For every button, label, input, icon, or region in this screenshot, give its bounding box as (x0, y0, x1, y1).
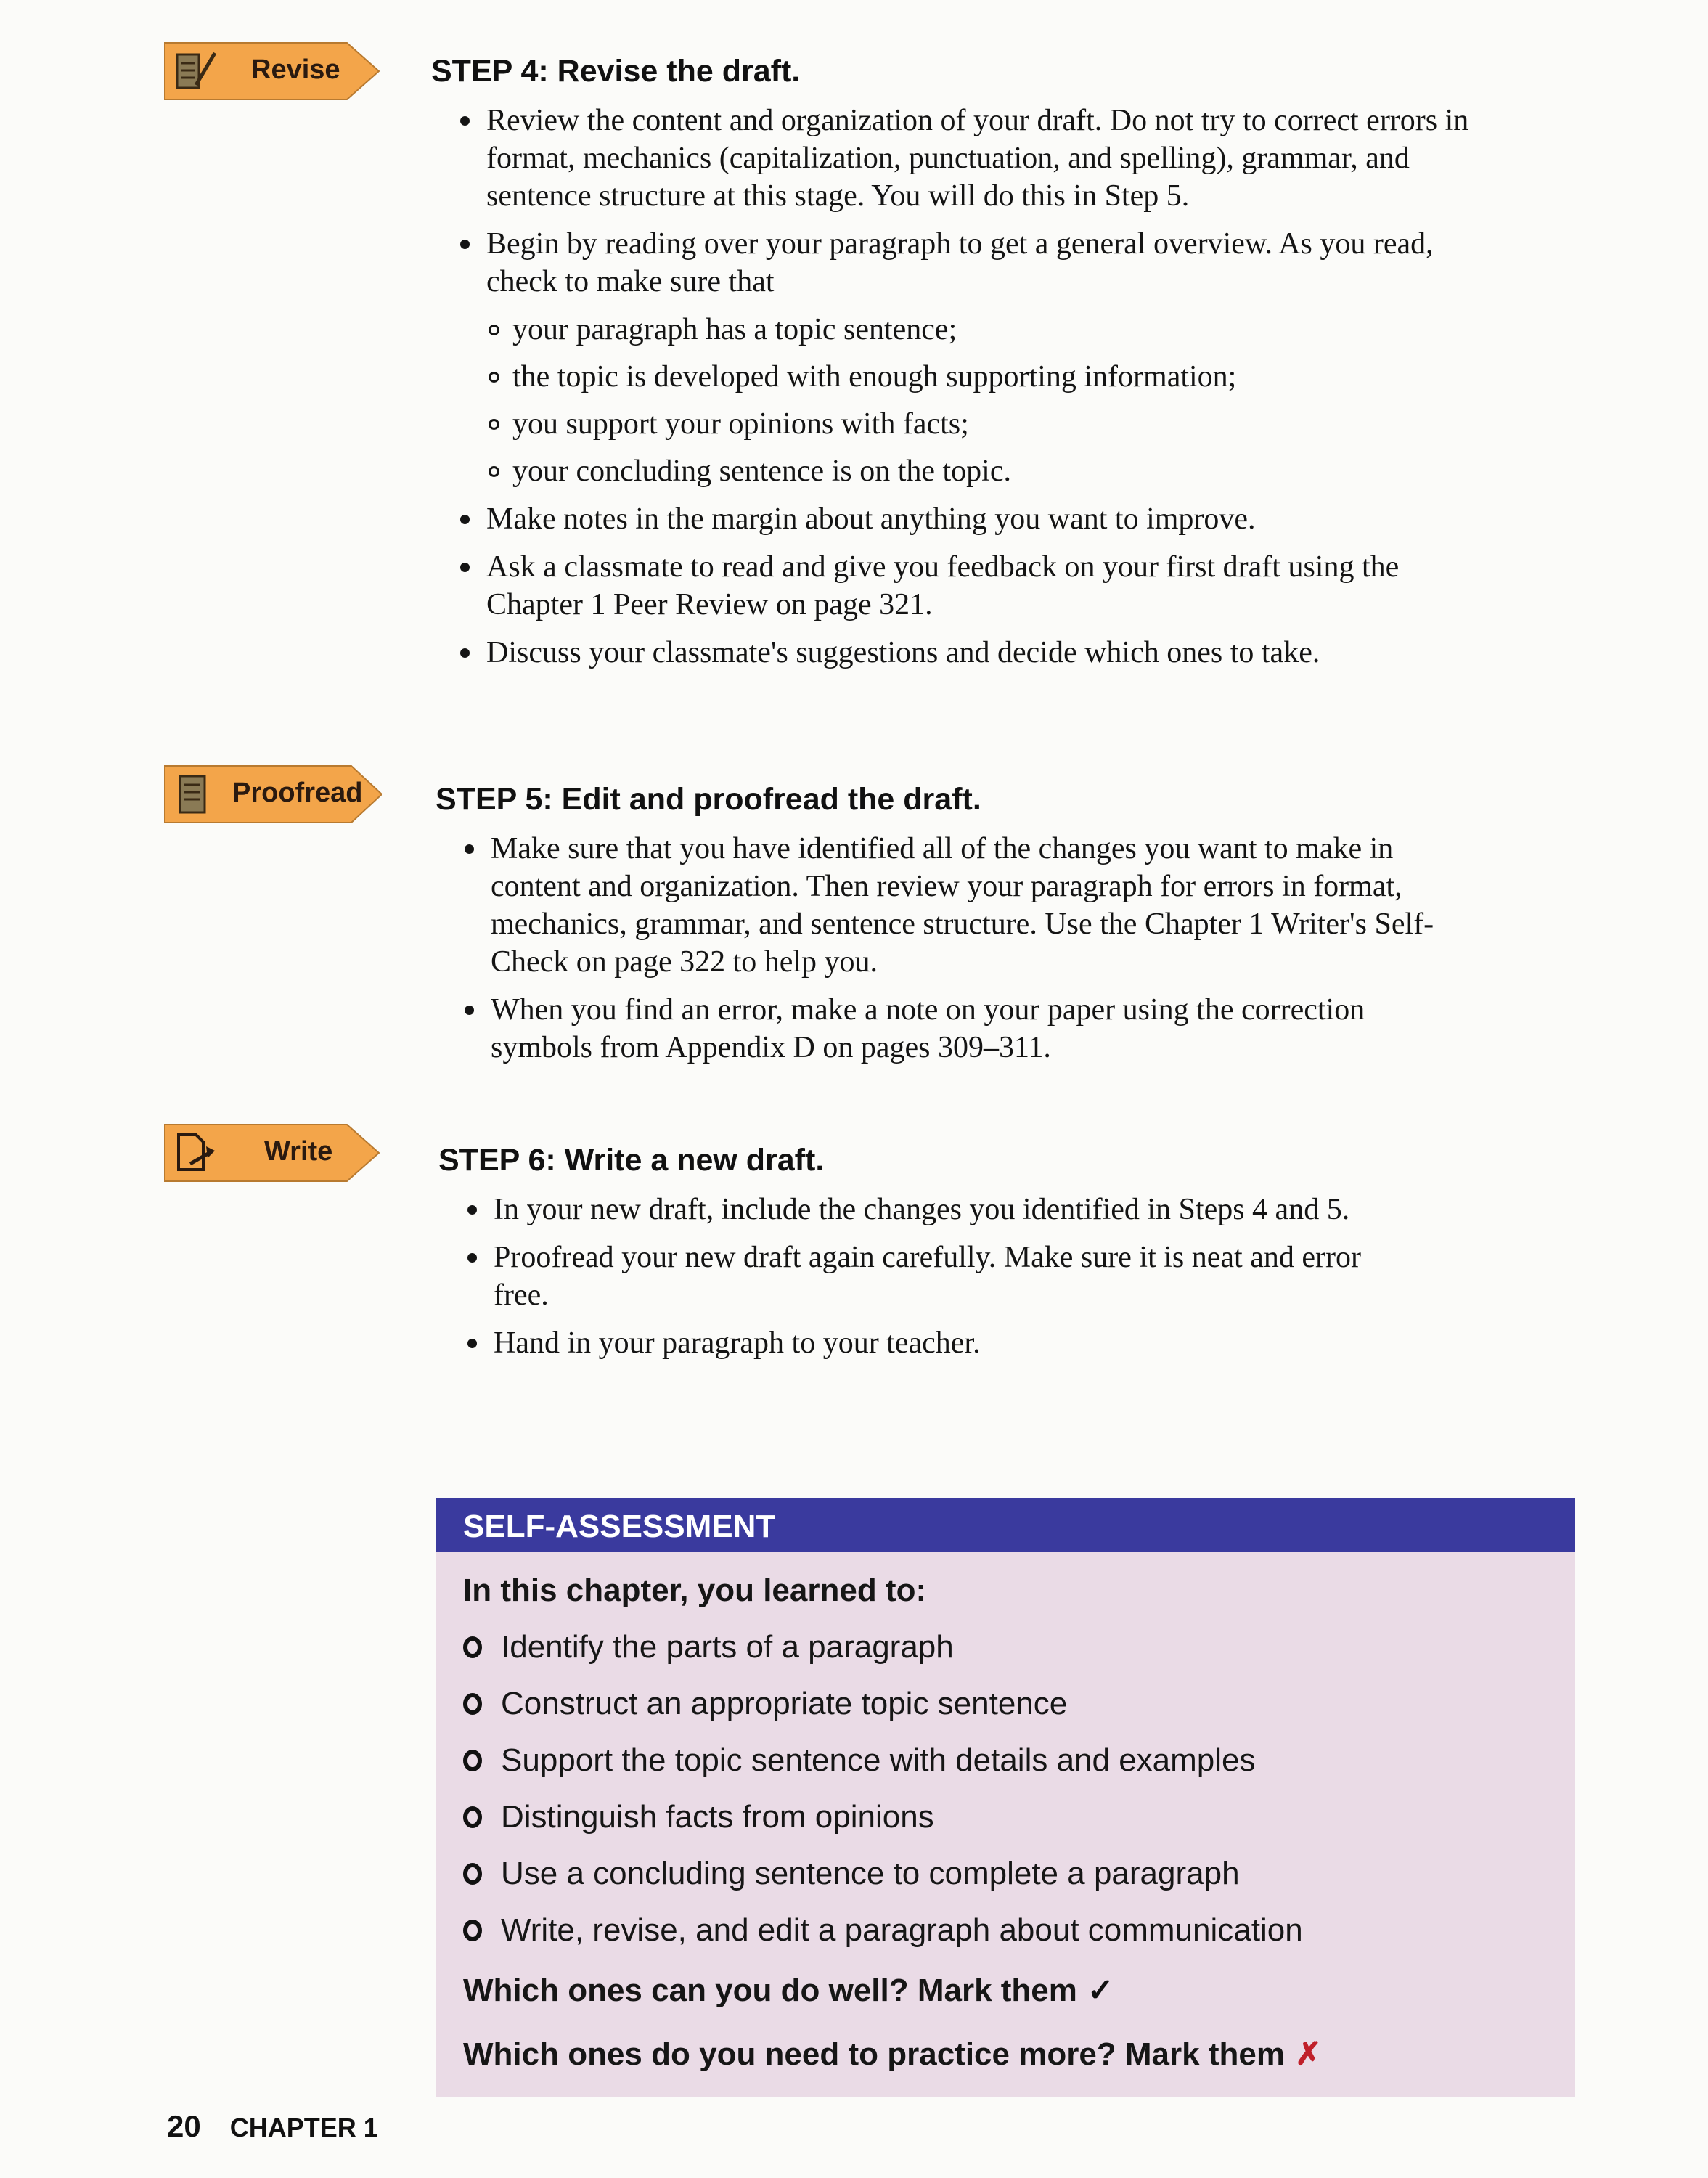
self-assessment-box (436, 1498, 1575, 2097)
sub-list-item: your concluding sentence is on the topic. (512, 452, 1495, 490)
document-arrow-icon (174, 1130, 216, 1174)
proofread-tag (164, 764, 382, 823)
notepad-pencil-icon (174, 49, 216, 92)
checklist-item-label: Distinguish facts from opinions (501, 1799, 934, 1835)
circle-checkbox-icon[interactable] (463, 1750, 482, 1771)
list-item: Make sure that you have identified all of the changes you want to make in content and organization. Then review your paragraph for errors in format, mechanics, grammar, and sentence structure. Use the Chapter 1 Writer's Self-Check on page 322 to help you. (491, 830, 1463, 981)
list-item: When you find an error, make a note on your paper using the correction symbols from Appendix D on pages 309–311. (491, 991, 1463, 1066)
list-item: Review the content and organization of your draft. Do not try to correct errors in format, mechanics (capitalization, punctuation, and spelling), grammar, and sentence structure at this stage. You will do this in Step 5. (486, 102, 1495, 215)
write-tag (164, 1123, 382, 1181)
list-item-text: Begin by reading over your paragraph to get a general overview. As you read, check to make sure that (486, 227, 1434, 298)
checklist-item-label: Use a concluding sentence to complete a paragraph (501, 1856, 1240, 1891)
list-item: Proofread your new draft again carefully. Make sure it is neat and error free. (494, 1239, 1408, 1314)
x-mark-icon: ✗ (1294, 2036, 1322, 2072)
question-well-text: Which ones can you do well? Mark them (463, 1973, 1077, 2008)
step-4-title: STEP 4: Revise the draft. (431, 54, 801, 89)
sub-list-item: you support your opinions with facts; (512, 405, 1495, 443)
notepad-icon (174, 772, 216, 815)
sub-list-item: the topic is developed with enough supporting information; (512, 358, 1495, 396)
step-6-title: STEP 6: Write a new draft. (438, 1143, 825, 1178)
list-item: Discuss your classmate's suggestions and decide which ones to take. (486, 634, 1495, 672)
revise-tag (164, 41, 382, 99)
checklist-item-label: Construct an appropriate topic sentence (501, 1686, 1068, 1721)
self-assessment-title: SELF-ASSESSMENT (436, 1498, 1575, 1552)
step-5-title: STEP 5: Edit and proofread the draft. (436, 782, 981, 817)
checklist-item-label: Identify the parts of a paragraph (501, 1629, 954, 1665)
checklist-item-label: Write, revise, and edit a paragraph about communication (501, 1912, 1303, 1948)
list-item: Ask a classmate to read and give you feedback on your first draft using the Chapter 1 Peer Review on page 321. (486, 548, 1495, 624)
list-item: Make notes in the margin about anything you want to improve. (486, 500, 1495, 538)
checklist-item[interactable] (463, 1676, 1575, 1732)
checklist-item-label: Support the topic sentence with details and examples (501, 1742, 1256, 1778)
check-mark-icon: ✓ (1087, 1973, 1114, 2008)
step-5-section (436, 779, 1524, 1077)
list-item (486, 225, 1495, 490)
circle-checkbox-icon[interactable] (463, 1863, 482, 1885)
proofread-label: Proofread (232, 778, 363, 808)
question-well (463, 1959, 1575, 2023)
page-number: 20 (167, 2109, 201, 2143)
step-4-section (431, 51, 1520, 682)
circle-checkbox-icon[interactable] (463, 1636, 482, 1658)
list-item: Hand in your paragraph to your teacher. (494, 1324, 1408, 1362)
page-footer (167, 2109, 378, 2144)
circle-checkbox-icon[interactable] (463, 1693, 482, 1715)
circle-checkbox-icon[interactable] (463, 1806, 482, 1828)
list-item: In your new draft, include the changes you identified in Steps 4 and 5. (494, 1191, 1408, 1228)
checklist-item[interactable] (463, 1902, 1575, 1959)
checklist-item[interactable] (463, 1619, 1575, 1676)
step-6-section (438, 1140, 1527, 1372)
question-practice (463, 2023, 1575, 2087)
question-practice-text: Which ones do you need to practice more? Mark them (463, 2036, 1285, 2072)
checklist-item[interactable] (463, 1789, 1575, 1845)
checklist-item[interactable] (463, 1732, 1575, 1789)
self-assessment-intro: In this chapter, you learned to: (463, 1573, 927, 1608)
revise-label: Revise (251, 54, 340, 85)
circle-checkbox-icon[interactable] (463, 1920, 482, 1941)
write-label: Write (264, 1136, 333, 1167)
sub-list-item: your paragraph has a topic sentence; (512, 311, 1495, 348)
checklist-item[interactable] (463, 1845, 1575, 1902)
chapter-label: CHAPTER 1 (229, 2113, 378, 2142)
